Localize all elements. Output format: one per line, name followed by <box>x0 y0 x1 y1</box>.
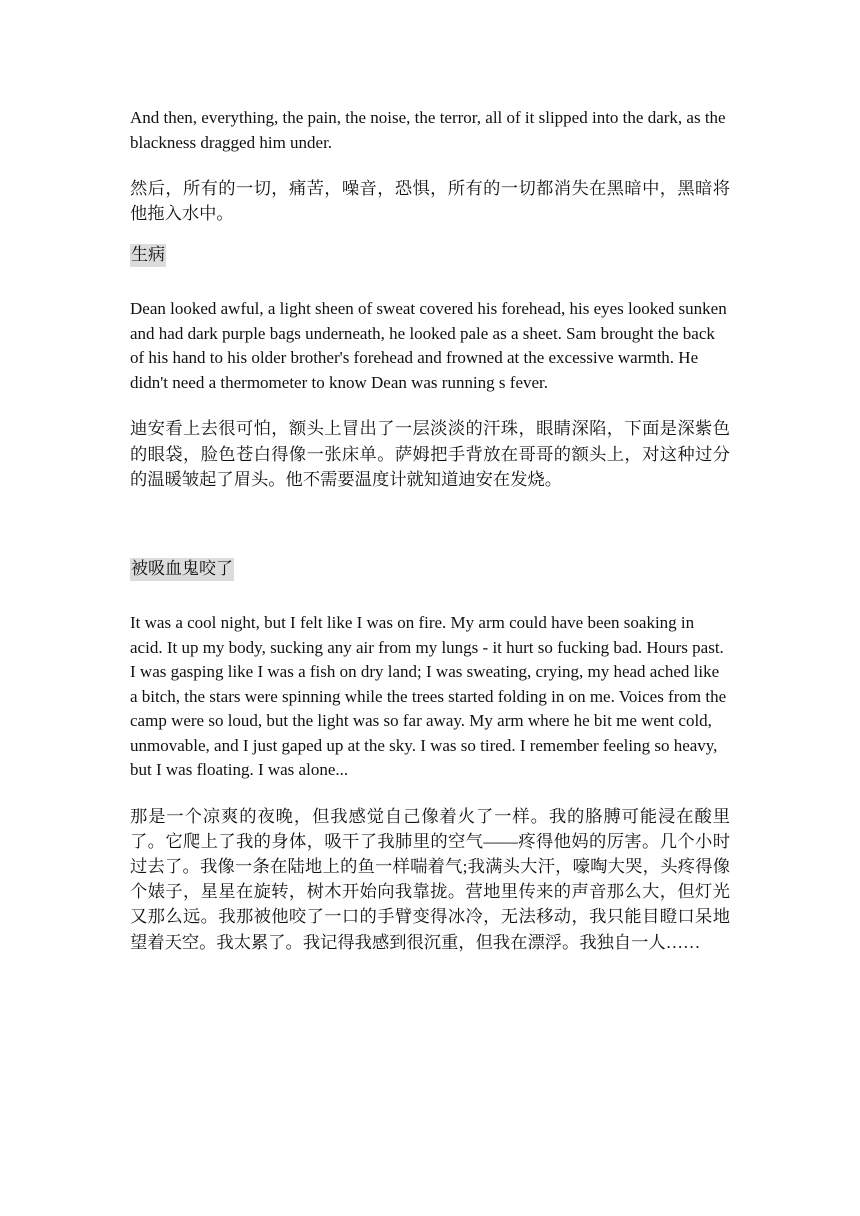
section-heading-sick: 生病 <box>131 245 165 266</box>
paragraph-chinese-3: 那是一个凉爽的夜晚，但我感觉自己像着火了一样。我的胳膊可能浸在酸里了。它爬上了我的身体，吸干了我肺里的空气——疼得他妈的厉害。几个小时过去了。我像一条在陆地上的鱼一样喘着气;我满头大汗，嚎啕大哭，头疼得像个婊子，星星在旋转，树木开始向我靠拢。营地里传来的声音那么大，但灯光又那么远。我那被他咬了一口的手臂变得冰冷，无法移动，我只能目瞪口呆地望着天空。我太累了。我记得我感到很沉重，但我在漂浮。我独自一人…… <box>130 806 730 952</box>
paragraph-english-3: It was a cool night, but I felt like I was on fire. My arm could have been soaking in acid. It up my body, sucking any air from my lungs - it hurt so fucking bad. Hours past. I was gasping like I was a fish on dry land; I was sweating, crying, my head ached like a bitch, the stars were spinning while the trees started folding in on me. Voices from the camp were so loud, but the light was so far away. My arm where he bit me went cold, unmovable, and I just gaped up at the sky. I was so tired. I remember feeling so heavy, but I was floating. I was alone... <box>130 613 727 780</box>
section-heading-vampire-bite: 被吸血鬼咬了 <box>131 559 233 580</box>
paragraph-english-2: Dean looked awful, a light sheen of sweat covered his forehead, his eyes looked sunken and had dark purple bags underneath, he looked pale as a sheet. Sam brought the back of his hand to his older brother's forehead and frowned at the excessive warmth. He didn't need a thermometer to know Dean was running s fever. <box>130 299 727 392</box>
paragraph-chinese-2: 迪安看上去很可怕，额头上冒出了一层淡淡的汗珠，眼睛深陷，下面是深紫色的眼袋，脸色苍白得像一张床单。萨姆把手背放在哥哥的额头上，对这种过分的温暖皱起了眉头。他不需要温度计就知道迪安在发烧。 <box>130 419 730 489</box>
document-page <box>130 106 730 955</box>
paragraph-chinese-1: 然后，所有的一切，痛苦，噪音，恐惧，所有的一切都消失在黑暗中，黑暗将他拖入水中。 <box>130 179 730 224</box>
paragraph-english-1: And then, everything, the pain, the noise, the terror, all of it slipped into the dark, as the blackness dragged him under. <box>130 108 726 152</box>
